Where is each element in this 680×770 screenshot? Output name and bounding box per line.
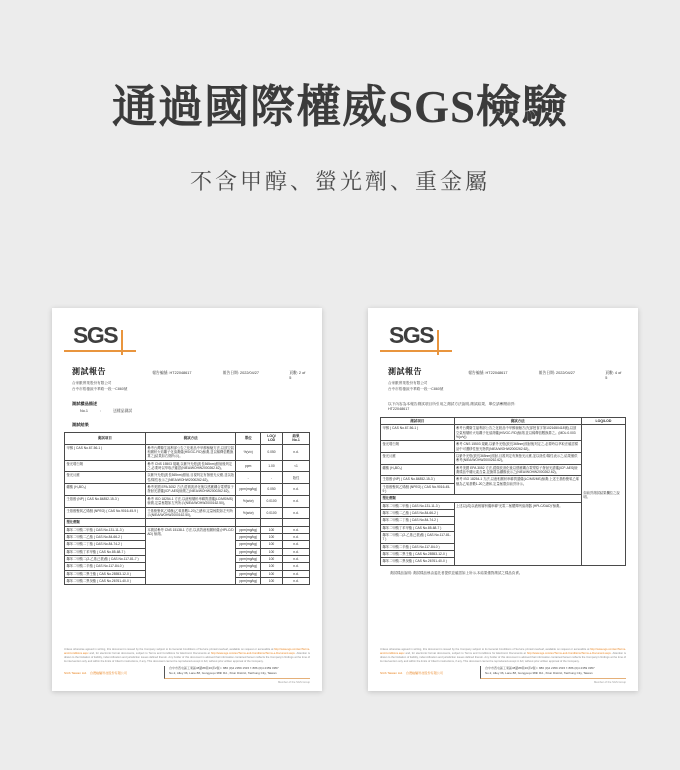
- table-cell: -: [236, 472, 261, 484]
- table-cell: 鄰苯二甲酸二甲酯 ( CAS No.131-11-3 ): [381, 502, 455, 509]
- table-row: [65, 519, 310, 526]
- table-cell: 上述以(或)以液相層析儀串聯“光電二極體陣列偵測器 (HPLC/DAD)”檢測。: [454, 502, 581, 565]
- legal-text: and, for electronic format documents, subject to Terms and Conditions for Electronic Documents at: [404, 652, 527, 656]
- footer-address-en: No.2, Alley 36, Lane 88, Gongyequ 38th Rd., Xitun District, Taichung City, Taiwan: [485, 671, 593, 676]
- footer-company: [380, 666, 480, 679]
- report-date: 報告日期: 2022/04/27: [538, 371, 575, 375]
- table-cell: 甲醇 ( CAS No.67-56-1 ): [381, 425, 455, 441]
- sgs-report-methods-page: [368, 308, 638, 691]
- terms-link: http://www.sgs.com/en/Terms-and-Conditions.aspx: [64, 648, 310, 656]
- sgs-logo-text: SGS: [389, 322, 434, 348]
- table-cell: n.d.: [283, 555, 310, 562]
- table-cell: <1: [283, 460, 310, 472]
- sample-section-title: 測試樣品描述: [72, 400, 98, 406]
- report-documents: [52, 308, 638, 691]
- table-row: [65, 526, 310, 533]
- table-cell: 本測試參考 CNS 15138-1 方法,以高效液相層析儀 (HPLC/DAD) 檢測。: [145, 526, 236, 585]
- terms-edoc-link: http://www.sgs.com/en/Terms-and-Conditions/Terms-e-Document.aspx: [526, 652, 611, 656]
- table-cell: 100: [260, 577, 282, 584]
- table-cell: 100: [260, 570, 282, 577]
- sgs-report-results-page: [52, 308, 322, 691]
- report-footer: [64, 648, 310, 684]
- test-methods-table: [380, 417, 626, 566]
- legal-text: Unless otherwise agreed in writing, this document is issued by the Company subject to its General Conditions of Service printed overleaf, available on request or accessible at: [64, 648, 275, 652]
- footer-company: [64, 666, 164, 679]
- table-cell: 塑化劑類: [65, 519, 146, 526]
- table-cell: 螢光反應: [65, 472, 146, 484]
- footer-address: [164, 666, 310, 679]
- legal-disclaimer: [380, 648, 626, 663]
- table-cell: ppm(mg/kg): [236, 533, 261, 540]
- table-cell: 硼酸 (H₃BO₃): [381, 464, 455, 476]
- client-name: 合家歡實業股份有限公司: [72, 381, 112, 385]
- table-header-row: [381, 417, 626, 425]
- table-cell: 0.050: [260, 444, 282, 460]
- table-cell: 鄰苯二甲酸二乙酯 ( CAS No.84-66-2 ): [65, 533, 146, 540]
- sample-colon: :: [100, 408, 102, 413]
- legal-text: Unless otherwise agreed in writing, this document is issued by the Company subject to its General Conditions of Service printed overleaf, available on request or accessible at: [380, 648, 591, 652]
- table-cell: ppm(mg/kg): [236, 555, 261, 562]
- table-cell: 鄰苯二甲酸二辛酯 ( CAS No.117-84-0 ): [65, 563, 146, 570]
- table-cell: 100: [260, 533, 282, 540]
- client-block: [72, 381, 310, 393]
- column-header: 測試項目: [65, 432, 146, 444]
- table-cell: n.d.: [283, 570, 310, 577]
- table-cell: 鄰苯二甲酸丁苯甲酯 ( CAS No.85-68-7 ): [381, 524, 455, 531]
- table-cell: [283, 519, 310, 526]
- table-cell: n.d.: [283, 577, 310, 584]
- table-cell: n.d.: [283, 495, 310, 507]
- sgs-logo: [389, 324, 445, 351]
- table-cell: 壬基酚聚氧乙烯醚 (NPEO) ( CAS No.9016-45-9 ): [65, 507, 146, 519]
- report-header: [388, 366, 626, 380]
- sgs-logo-vline-icon: [121, 330, 123, 355]
- table-cell: 壬基酚 (NP) ( CAS No.84852-15-3 ): [65, 495, 146, 507]
- table-cell: 參考 ISO 18254-1 方法,以液相層析串聯質譜儀(LC/MS/MS)檢測,定量極限如左列所示(NIEA/WOHW2000162.50)。: [145, 495, 236, 507]
- sgs-logo-text: SGS: [73, 322, 118, 348]
- client-name: 合家歡實業股份有限公司: [388, 381, 428, 385]
- footer-address: [480, 666, 626, 679]
- table-cell: 鄰苯二甲酸二(2-乙基己基)酯 ( CAS No.117-81-7 ): [381, 532, 455, 544]
- page-title: 通過國際權威SGS檢驗: [111, 82, 569, 132]
- table-cell: ppm(mg/kg): [236, 526, 261, 533]
- table-row: [65, 444, 310, 460]
- table-cell: 鄰苯二甲酸二乙酯 ( CAS No.84-66-2 ): [381, 510, 455, 517]
- table-cell: 0.0100: [260, 495, 282, 507]
- sgs-taiwan-cn-label: 台灣檢驗科技股份有限公司: [89, 671, 127, 676]
- table-cell: 100: [260, 526, 282, 533]
- table-cell: 0.0100: [260, 507, 282, 519]
- table-cell: n.d.: [283, 533, 310, 540]
- table-cell: n.d.: [283, 526, 310, 533]
- legal-text: . Attention is drawn to the limitation of liability, indemnification and jurisdiction issues defined therein. Any holder of this document is advised that information contained hereon reflects the Company's findings at the time of its intervention only and within the limits of Client's instructions, if any. This document cannot be reproduced except in full, without prior written approval of the Company.: [64, 652, 310, 663]
- column-header: 結果 No.1: [283, 432, 310, 444]
- table-cell: n.d.: [283, 548, 310, 555]
- report-date: 報告日期: 2022/04/27: [222, 371, 259, 375]
- sgs-logo-vline-icon: [437, 330, 439, 355]
- table-cell: 參考美國 EPA 3052 方法,經微波消化後以感應耦合電漿原子發射光譜儀(ICP-AES)檢測樣品中硼元素含量,並換算為硼酸表示之(NIEA/WOHW2000262.62)。: [454, 464, 581, 476]
- table-cell: %(w/w): [236, 495, 261, 507]
- sgs-taiwan-label: SGS Taiwan Ltd.: [64, 671, 87, 676]
- column-header: 測試項目: [381, 417, 455, 425]
- table-cell: -: [260, 472, 282, 484]
- member-of-sgs-group: Member of the SGS Group: [594, 681, 626, 684]
- terms-edoc-link: http://www.sgs.com/en/Terms-and-Conditions/Terms-e-Document.aspx: [210, 652, 295, 656]
- report-header: [72, 366, 310, 380]
- table-cell: 陰性: [283, 472, 310, 484]
- table-cell: 0.050: [260, 484, 282, 496]
- table-cell: %(w/w): [236, 507, 261, 519]
- table-cell: ppm(mg/kg): [236, 548, 261, 555]
- table-cell: 塑化劑類: [381, 495, 582, 502]
- table-cell: 鄰苯二甲酸二異壬酯 ( CAS No.28553-12-0 ): [65, 570, 146, 577]
- sample-number: No.1: [80, 408, 89, 413]
- methods-intro-line: 以下內容為本報告測試項目所引用之測試方法說明,測試結果、單位請參閱前頁:: [388, 401, 516, 406]
- table-cell: 參考台灣衛生福利部公告之化粧品中甲醇檢驗方法,以頂空氣相層析火焰離子化偵測儀(HS/GC-FID)檢測,並以稀釋倍數換算之(結果如右側所示)。: [147, 445, 234, 459]
- table-cell: 鄰苯二甲酸二異壬酯 ( CAS No.28553-12-0 ): [381, 551, 455, 558]
- methods-intro: [388, 402, 626, 413]
- table-cell: ppm: [236, 460, 261, 472]
- table-row: [65, 472, 310, 484]
- legal-text: and, for electronic format documents, subject to Terms and Conditions for Electronic Documents at: [88, 652, 211, 656]
- sample-description: 送樣品測試: [113, 408, 133, 413]
- report-footer: [380, 648, 626, 684]
- column-header: LOQ/ LOD: [260, 432, 282, 444]
- table-cell: 參考台灣衛生福利部公告之化粧品中甲醇檢驗方法(部授食字第1021650418號),以頂空氣相層析火焰離子化偵測儀(HS/GC-FID)檢測,並以稀釋倍數換算之。(MDL:0.003 %(v/v)): [454, 425, 581, 441]
- table-cell: n.d.: [283, 541, 310, 548]
- member-of-sgs-group: Member of the SGS Group: [278, 681, 310, 684]
- table-row: [65, 507, 310, 519]
- table-cell: %(v/v): [236, 444, 261, 460]
- table-cell: 鄰苯二甲酸二異癸酯 ( CAS No.26761-40-0 ): [381, 558, 455, 565]
- report-number: 報告編號: HT22048617: [152, 371, 192, 375]
- client-address: 台中市梧棲區中華路一段一C860號: [388, 386, 444, 391]
- table-cell: 如前頁測試結果欄位之說明。: [581, 425, 625, 566]
- test-results-table: [64, 432, 310, 586]
- legal-disclaimer: [64, 648, 310, 663]
- table-header-row: [65, 432, 310, 444]
- table-cell: [145, 519, 236, 526]
- table-cell: 參考美國 EPA 3052 方法,經微波消化後以感應耦合電漿原子發射光譜儀(ICP-AES)檢測之(NIEA/WOHW2000262.62)。: [145, 484, 236, 496]
- table-cell: 甲醇 ( CAS No.67-56-1 ): [65, 444, 146, 460]
- table-cell: n.d.: [283, 444, 310, 460]
- sgs-logo-underline-icon: [64, 350, 136, 352]
- footer-address-cn: 台中市西屯區工業區38路88巷36弄2號 t: 886 (0)4 2359 1515 f: 886 (0)4 2359 0957: [169, 666, 279, 671]
- sgs-logo: [73, 324, 129, 351]
- table-cell: 以紫外光燈(波長365nm)照射,目視判定有無螢光反應,並以陰性/陽性表示之,結果僅供參考(NIEA/WOHW2000262.62)。: [454, 452, 581, 464]
- sample-note: 測試樣品說明: 測試樣品係由委託者提供並確認如上所示,本結果僅對測試之樣品負責。: [390, 570, 523, 575]
- page-subtitle: 不含甲醇、螢光劑、重金屬: [189, 169, 490, 194]
- table-cell: 以紫外光燈(波長365nm)照射,目視判定有無螢光反應,並以陰性/陽性表示之(NIEA/WOHW2000262.62)。: [147, 473, 234, 482]
- table-cell: n.d.: [283, 484, 310, 496]
- client-block: [388, 381, 626, 393]
- table-cell: 硼酸 (H₃BO₃): [65, 484, 146, 496]
- terms-link: http://www.sgs.com/en/Terms-and-Conditions.aspx: [380, 648, 626, 656]
- table-cell: 鄰苯二甲酸丁苯甲酯 ( CAS No.85-68-7 ): [65, 548, 146, 555]
- report-title: 測試報告: [72, 367, 106, 376]
- sgs-taiwan-label: SGS Taiwan Ltd.: [380, 671, 403, 676]
- table-cell: 鄰苯二甲酸二辛酯 ( CAS No.117-84-0 ): [381, 543, 455, 550]
- column-header: 測試方法: [145, 432, 236, 444]
- table-cell: [236, 519, 261, 526]
- column-header: 單位: [236, 432, 261, 444]
- table-cell: 鄰苯二甲酸二異癸酯 ( CAS No.26761-40-0 ): [65, 577, 146, 584]
- footer-address-cn: 台中市西屯區工業區38路88巷36弄2號 t: 886 (0)4 2359 1515 f: 886 (0)4 2359 0957: [485, 666, 595, 671]
- table-cell: 參考 ISO 18254-1 方法,以液相層析串聯質譜儀(LC/MS/MS)檢測;上述壬基酚聚氧乙烯醚為乙氧基數1-20之總和,定量極限如前頁所示。: [454, 476, 581, 495]
- report-title: 測試報告: [388, 367, 422, 376]
- column-header: 測試方法: [454, 417, 581, 425]
- table-cell: 參考 CNS 15503 規範,以紫外光燈(波長365nm)照射後判定之,必要時以萃取法確認樣品中可遷移性螢光物質(NIEA/WOHW2000262.62)。: [454, 441, 581, 453]
- table-cell: 螢光增白劑: [65, 460, 146, 472]
- footer-company-row: [64, 666, 310, 679]
- table-cell: [260, 519, 282, 526]
- table-cell: 鄰苯二甲酸二丁酯 ( CAS No.84-74-2 ): [65, 541, 146, 548]
- table-cell: 鄰苯二甲酸二(2-乙基己基)酯 ( CAS No.117-81-7 ): [65, 555, 146, 562]
- table-cell: 壬基酚 (NP) ( CAS No.84852-15-3 ): [381, 476, 455, 483]
- table-cell: 鄰苯二甲酸二甲酯 ( CAS No.131-11-3 ): [65, 526, 146, 533]
- table-row: [65, 484, 310, 496]
- table-cell: ppm(mg/kg): [236, 563, 261, 570]
- table-cell: 鄰苯二甲酸二丁酯 ( CAS No.84-74-2 ): [381, 517, 455, 524]
- table-cell: 壬基酚聚氧乙烯醚(乙氧基數1-20)之總和,定量極限如左列所示(NIEA/WOHW2000162.50)。: [145, 507, 236, 519]
- results-section-title: 測試結果: [72, 421, 89, 427]
- table-cell: 螢光反應: [381, 452, 455, 464]
- table-cell: n.d.: [283, 507, 310, 519]
- table-cell: 100: [260, 563, 282, 570]
- sgs-taiwan-cn-label: 台灣檢驗科技股份有限公司: [405, 671, 443, 676]
- report-number: 報告編號: HT22048617: [468, 371, 508, 375]
- table-cell: 100: [260, 555, 282, 562]
- sgs-logo-underline-icon: [380, 350, 452, 352]
- methods-intro-report-number: HT22048617: [388, 407, 410, 412]
- table-cell: n.d.: [283, 563, 310, 570]
- client-address: 台中市梧棲區中華路一段一C860號: [72, 386, 128, 391]
- sample-line: [80, 409, 310, 414]
- table-cell: 100: [260, 541, 282, 548]
- report-page-count: 頁數: 2 of 5: [289, 371, 306, 380]
- table-cell: 1.00: [260, 460, 282, 472]
- table-row: [65, 495, 310, 507]
- table-cell: ppm(mg/kg): [236, 484, 261, 496]
- table-cell: ppm(mg/kg): [236, 577, 261, 584]
- footer-company-row: [380, 666, 626, 679]
- table-cell: 螢光增白劑: [381, 441, 455, 453]
- table-cell: ppm(mg/kg): [236, 541, 261, 548]
- legal-text: . Attention is drawn to the limitation of liability, indemnification and jurisdiction issues defined therein. Any holder of this document is advised that information contained hereon reflects the Company's findings at the time of its intervention only and within the limits of Client's instructions, if any. This document cannot be reproduced except in full, without prior written approval of the Company.: [380, 652, 626, 663]
- table-row: [381, 425, 626, 441]
- table-cell: 100: [260, 548, 282, 555]
- table-cell: 壬基酚聚氧乙烯醚 (NPEO) ( CAS No.9016-45-9 ): [381, 483, 455, 495]
- report-page-count: 頁數: 4 of 5: [605, 371, 622, 380]
- table-cell: 參考 CNS 15503 規範,以紫外光燈(波長365nm)照射後判定之,必要時以萃取法確認(NIEA/WOHW2000262.62)。: [145, 460, 236, 472]
- footer-address-en: No.2, Alley 36, Lane 88, Gongyequ 38th Rd., Xitun District, Taichung City, Taiwan: [169, 671, 277, 676]
- column-header: LOQ/LOD: [581, 417, 625, 425]
- table-cell: ppm(mg/kg): [236, 570, 261, 577]
- table-row: [65, 460, 310, 472]
